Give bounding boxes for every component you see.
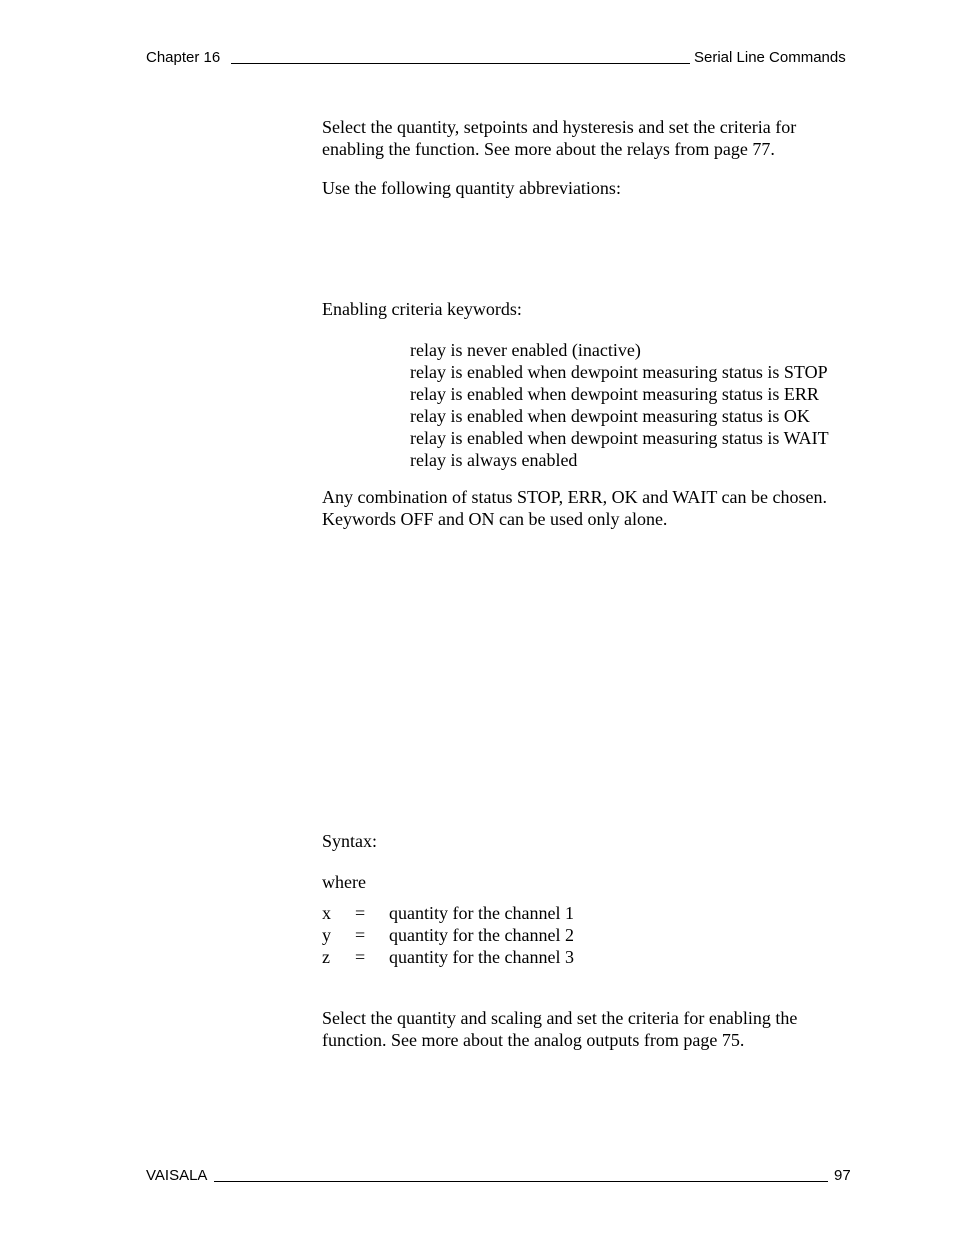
param-description: quantity for the channel 2 <box>389 925 574 945</box>
text-line: function. See more about the analog outputs from page 75. <box>322 1030 745 1050</box>
where-label <box>322 871 862 893</box>
param-description: quantity for the channel 3 <box>389 947 574 967</box>
criteria-description: relay is enabled when dewpoint measuring status is STOP <box>410 362 828 382</box>
param-equals: = <box>355 903 366 923</box>
header-section-title: Serial Line Commands <box>694 49 846 66</box>
abbreviations-intro <box>322 177 862 199</box>
criteria-title <box>322 298 862 320</box>
criteria-description: relay is enabled when dewpoint measuring status is OK <box>410 406 810 426</box>
text-line: Keywords OFF and ON can be used only alone. <box>322 509 668 529</box>
text-line: where <box>322 872 366 892</box>
footer-company: VAISALA <box>146 1167 208 1184</box>
syntax-label <box>322 830 862 852</box>
footer-rule <box>214 1181 828 1182</box>
text-line: enabling the function. See more about the relays from page 77. <box>322 139 775 159</box>
page-number: 97 <box>834 1167 851 1184</box>
param-equals: = <box>355 925 366 945</box>
param-description: quantity for the channel 1 <box>389 903 574 923</box>
header-chapter: Chapter 16 <box>146 49 221 66</box>
criteria-description: relay is never enabled (inactive) <box>410 340 641 360</box>
criteria-description: relay is always enabled <box>410 450 578 470</box>
criteria-description: relay is enabled when dewpoint measuring status is WAIT <box>410 428 829 448</box>
criteria-description: relay is enabled when dewpoint measuring status is ERR <box>410 384 819 404</box>
param-symbol: y <box>322 925 331 945</box>
relay-intro-paragraph <box>322 116 862 160</box>
header-rule <box>231 63 690 64</box>
text-line: Syntax: <box>322 831 378 851</box>
param-equals: = <box>355 947 366 967</box>
combination-note <box>322 486 862 530</box>
text-line: Use the following quantity abbreviations: <box>322 178 621 198</box>
param-symbol: z <box>322 947 330 967</box>
text-line: Enabling criteria keywords: <box>322 299 522 319</box>
text-line: Select the quantity, setpoints and hysteresis and set the criteria for <box>322 117 797 137</box>
text-line: Select the quantity and scaling and set the criteria for enabling the <box>322 1008 798 1028</box>
analog-intro-paragraph <box>322 1007 862 1051</box>
param-symbol: x <box>322 903 331 923</box>
text-line: Any combination of status STOP, ERR, OK and WAIT can be chosen. <box>322 487 827 507</box>
criteria-description-list <box>410 339 870 471</box>
